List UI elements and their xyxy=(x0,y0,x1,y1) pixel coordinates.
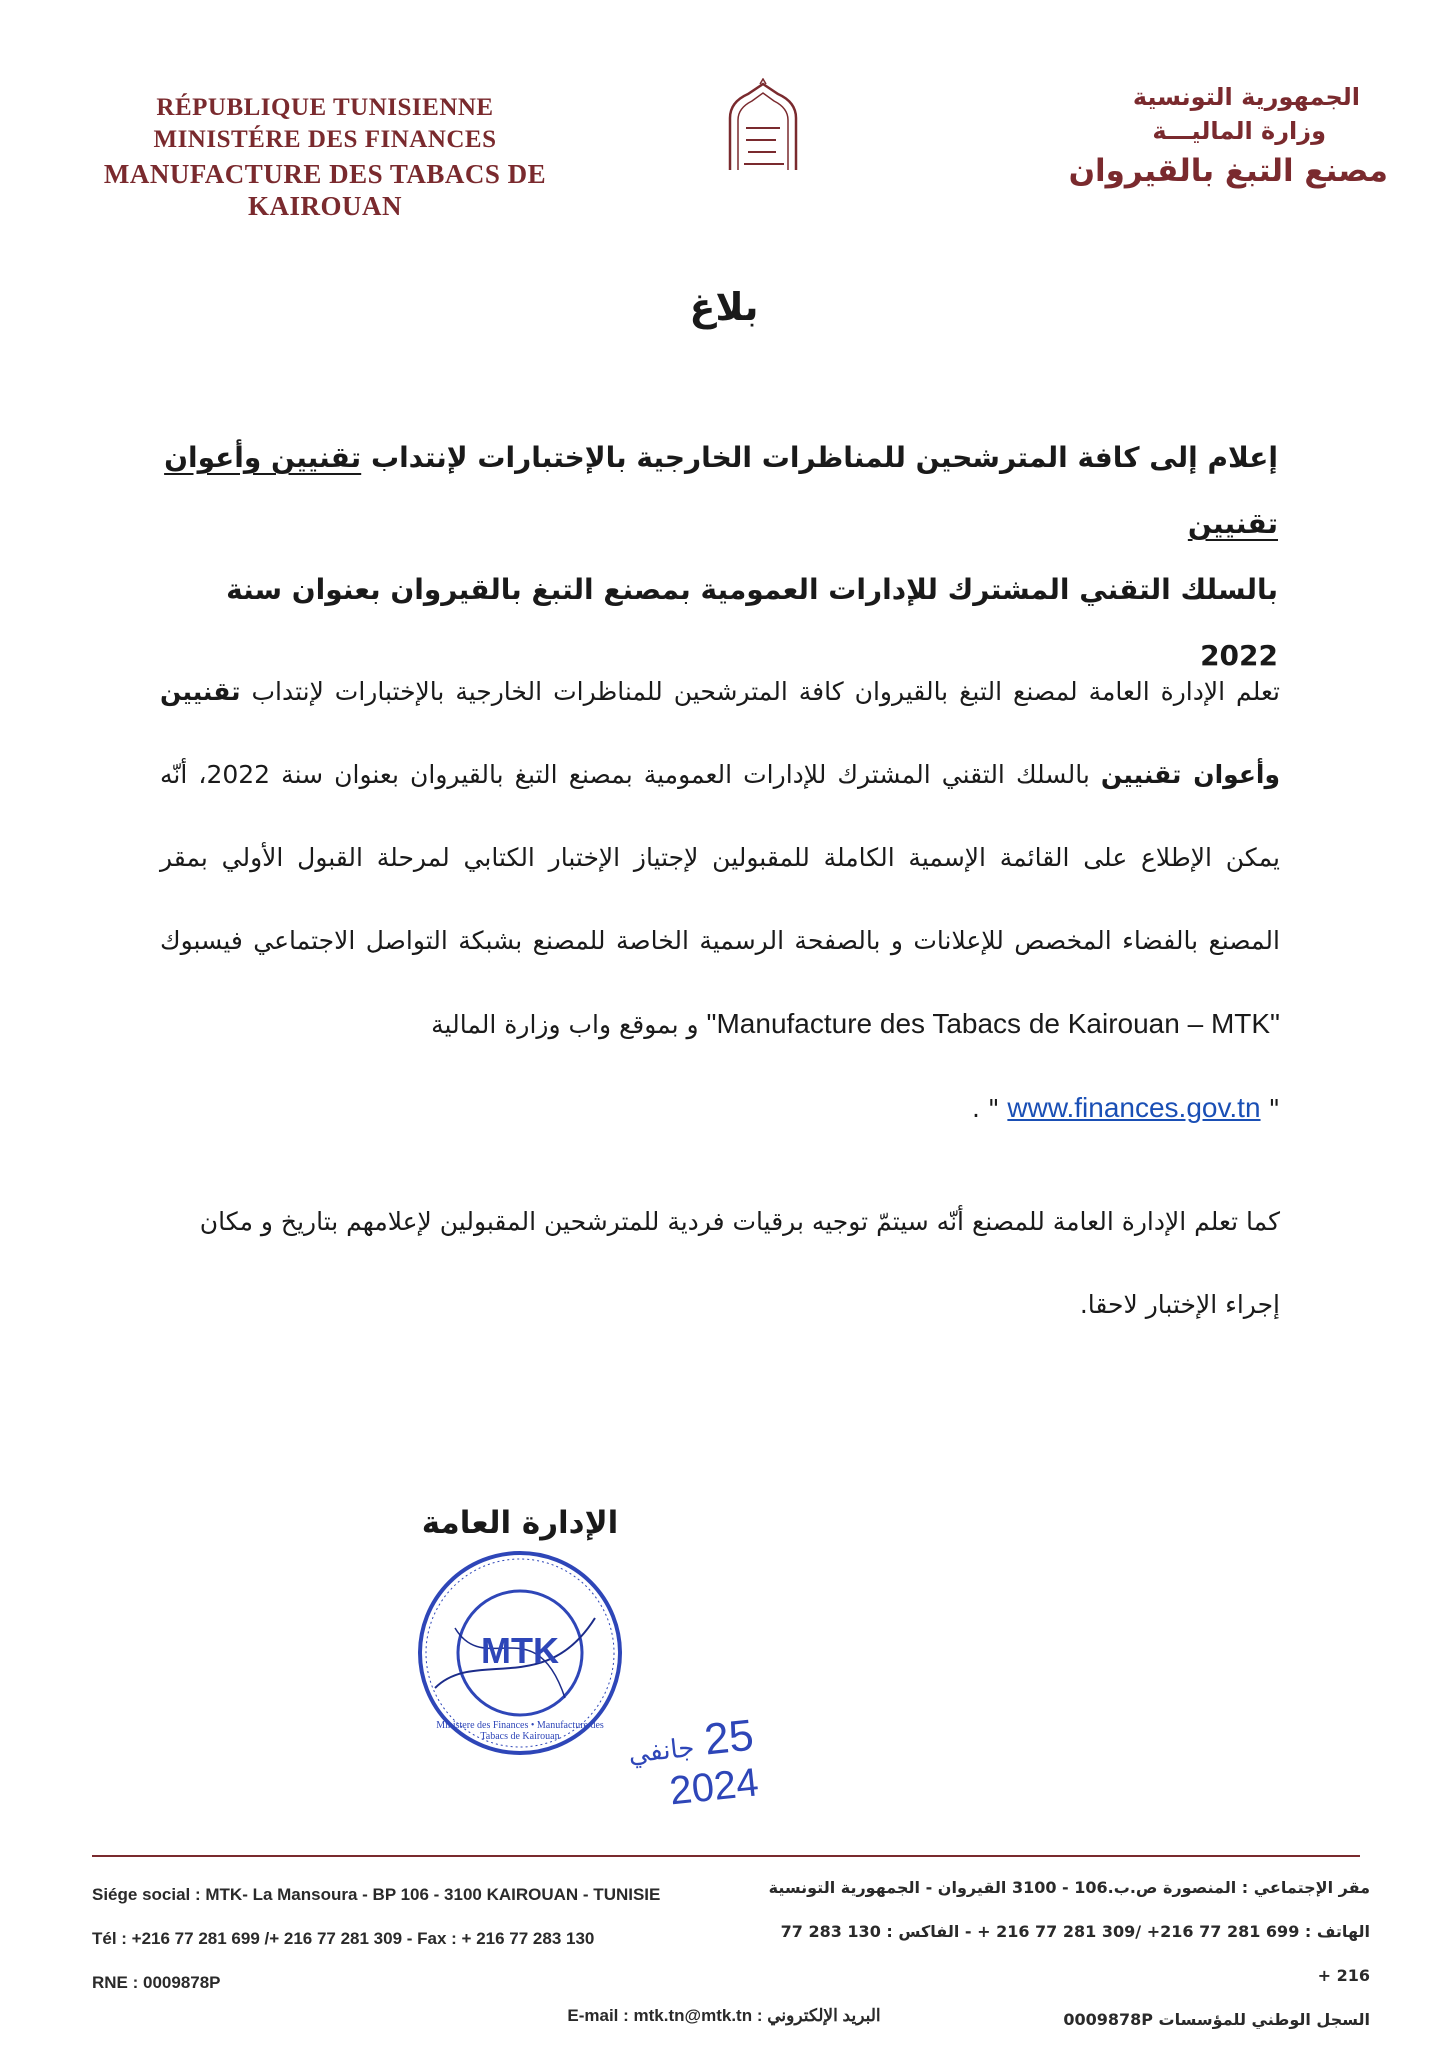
facebook-page-name: "Manufacture des Tabacs de Kairouan – MTK" xyxy=(706,1008,1280,1039)
body-text-c: بالسلك التقني المشترك للإدارات العمومية بمصنع التبغ بالقيروان بعنوان سنة 2022، أنّه يمكن الإطلاع على القائمة الإسمية الكاملة للمقبولين لإجتياز الإختبار الكتابي لمرحلة القبول الأولي بمقر المصنع بالفضاء المخصص للإعلانات و بالصفحة الرسمية الخاصة للمصنع بشبكة التواصل الاجتماعي فيسبوك xyxy=(160,760,1280,955)
footer-email[interactable]: E-mail : mtk.tn@mtk.tn : البريد الإلكتروني xyxy=(567,2006,881,2025)
footer-french xyxy=(92,1873,732,2005)
signature-title: الإدارة العامة xyxy=(421,1505,619,1541)
website-link[interactable]: www.finances.gov.tn xyxy=(1007,1092,1261,1123)
footer-fr-phone: Tél : +216 77 281 699 /+ 216 77 281 309 - Fax : + 216 77 283 130 xyxy=(92,1929,595,1948)
header-ar-ministry: وزارة الماليـــة xyxy=(1152,117,1326,145)
header-arabic-block xyxy=(1058,80,1388,194)
body-bold-roles: تقنيين وأعوان تقنيين xyxy=(160,677,1281,789)
footer-fr-address: Siége social : MTK- La Mansoura - BP 106 - 3100 KAIROUAN - TUNISIE xyxy=(92,1885,661,1904)
date-year: 2024 xyxy=(667,1760,761,1814)
footer-ar-address: مقر الإجتماعي : المنصورة ص.ب.106 - 3100 القيروان - الجمهورية التونسية xyxy=(768,1878,1370,1897)
header-ar-manufacture: مصنع التبغ بالقيروان xyxy=(1068,153,1388,189)
header-fr-manufacture: MANUFACTURE DES TABACS DE KAIROUAN xyxy=(103,159,547,221)
footer-fr-rne: RNE : 0009878P xyxy=(92,1973,221,1992)
body-paragraph-2: كما تعلم الإدارة العامة للمصنع أنّه سيتمّ توجيه برقيات فردية للمترشحين المقبولين لإعلامهم بتاريخ و مكان إجراء الإختبار لاحقا. xyxy=(199,1207,1280,1319)
body-text-d: و بموقع واب وزارة المالية xyxy=(431,1010,707,1039)
mosque-arch-icon xyxy=(718,78,808,178)
date-month: جانفي xyxy=(626,1731,696,1769)
subject-line-1 xyxy=(158,425,1278,557)
date-day: 25 xyxy=(702,1710,756,1765)
body-text-a: تعلم الإدارة العامة لمصنع التبغ بالقيروان كافة المترشحين للمناظرات الخارجية بالإختبارات لإنتداب xyxy=(240,677,1280,706)
stamp-logo-text: MTK xyxy=(481,1630,559,1671)
subject-underlined: تقنيين وأعوان تقنيين xyxy=(164,441,1278,540)
body-paragraph-1: تعلم الإدارة العامة لمصنع التبغ بالقيروان كافة المترشحين للمناظرات الخارجية بالإختبارات لإنتداب تقنيين وأعوان تقنيين بالسلك التقني المشترك للإدارات العمومية بمصنع التبغ بالقيروان بعنوان سنة 2022، أنّه يمكن الإطلاع على القائمة الإسمية الكاملة للمقبولين لإجتياز الإختبار الكتابي لمرحلة القبول الأولي بمقر المصنع بالفضاء المخصص للإعلانات و بالصفحة الرسمية الخاصة للمصنع بشبكة التواصل الاجتماعي فيسبوك "Manufacture des Tabacs de Kairouan – MTK" و بموقع واب وزارة المالية " www.finances.gov.tn " . xyxy=(160,677,1281,1123)
stamp-outer-text: Ministere des Finances • Manufacture des Tabacs de Kairouan xyxy=(436,1720,604,1742)
header-fr-republic: RÉPUBLIQUE TUNISIENNE xyxy=(156,94,494,121)
subject-line-2: بالسلك التقني المشترك للإدارات العمومية بمصنع التبغ بالقيروان بعنوان سنة 2022 xyxy=(226,573,1278,672)
header-french-block xyxy=(40,92,610,222)
header-fr-ministry: MINISTÉRE DES FINANCES xyxy=(153,126,497,153)
footer-ar-rne: السجل الوطني للمؤسسات 0009878P xyxy=(1063,2010,1370,2029)
subject-text: إعلام إلى كافة المترشحين للمناظرات الخارجية بالإختبارات لإنتداب xyxy=(361,441,1278,474)
footer-divider xyxy=(92,1855,1360,1857)
page-title: بلاغ xyxy=(689,285,759,329)
footer-ar-phone: الهاتف : 699 281 77 216+ /309 281 77 216 + - الفاكس : 130 283 77 216 + xyxy=(780,1922,1370,1985)
header-ar-republic: الجمهورية التونسية xyxy=(1132,83,1360,111)
